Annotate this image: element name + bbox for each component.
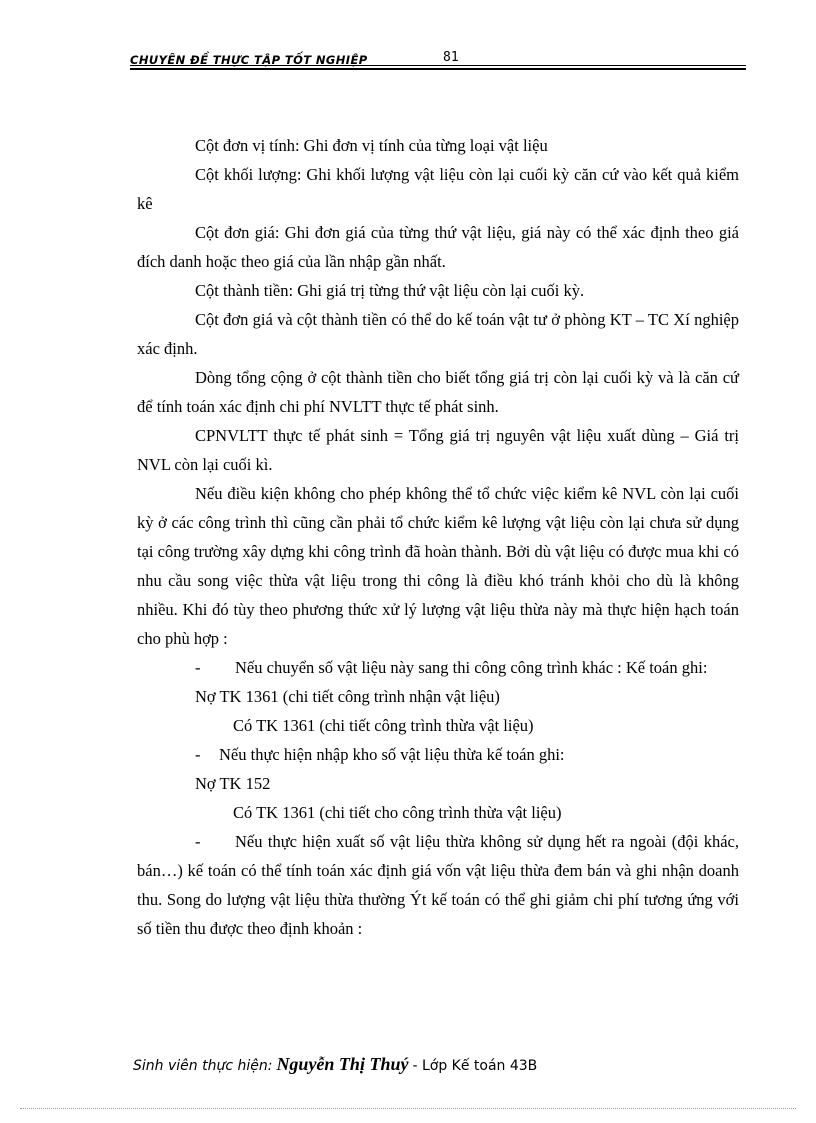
page-bottom-border — [20, 1108, 796, 1109]
class-info: - Lớp Kế toán 43B — [412, 1058, 538, 1074]
bullet-item — [137, 653, 739, 682]
bullet-text: Nếu thực hiện xuất số vật liệu thừa không sử dụng hết ra ngoài (đội khác, bán…) kế toán có thể tính toán xác định giá vốn vật liệu thừa đem bán và ghi nhận doanh thu. Song do lượng vật liệu thừa thường Ýt kế toán có thể ghi giảm chi phí tương ứng với số tiền thu được theo định khoản : — [137, 832, 739, 938]
paragraph: Cột thành tiền: Ghi giá trị từng thứ vật liệu còn lại cuối kỳ. — [195, 281, 585, 300]
page-body — [137, 131, 739, 943]
bullet-dash: - — [195, 832, 201, 851]
paragraph: Cột đơn vị tính: Ghi đơn vị tính của từng loại vật liệu — [195, 136, 548, 155]
bullet-item — [137, 740, 739, 769]
bullet-dash: - — [195, 658, 201, 677]
paragraph: Cột đơn giá: Ghi đơn giá của từng thứ vật liệu, giá này có thể xác định theo giá đích danh hoặc theo giá của lần nhập gần nhất. — [137, 223, 739, 271]
journal-entry-credit: Có TK 1361 (chi tiết cho công trình thừa vật liệu) — [233, 803, 562, 822]
student-name: Nguyễn Thị Thuý — [276, 1054, 409, 1074]
paragraph: Cột khối lượng: Ghi khối lượng vật liệu còn lại cuối kỳ căn cứ vào kết quả kiểm kê — [137, 165, 739, 213]
journal-entry-debit: Nợ TK 1361 (chi tiết công trình nhận vật liệu) — [195, 687, 500, 706]
bullet-text: Nếu thực hiện nhập kho số vật liệu thừa kế toán ghi: — [219, 745, 565, 764]
header-rule-top — [130, 65, 746, 66]
bullet-dash: - — [195, 745, 201, 764]
paragraph: Nếu điều kiện không cho phép không thể tổ chức việc kiểm kê NVL còn lại cuối kỳ ở các công trình thì cũng cần phải tổ chức kiểm kê lượng vật liệu còn lại chưa sử dụng tại công trường xây dựng khi công trình đã hoàn thành. Bởi dù vật liệu có được mua khi có nhu cầu song việc thừa vật liệu trong thi công là điều khó tránh khỏi cho dù là không nhiều. Khi đó tùy theo phương thức xử lý lượng vật liệu thừa này mà thực hiện hạch toán cho phù hợp : — [137, 484, 739, 648]
journal-entry-credit: Có TK 1361 (chi tiết công trình thừa vật liệu) — [233, 716, 534, 735]
paragraph: Dòng tổng cộng ở cột thành tiền cho biết tổng giá trị còn lại cuối kỳ và là căn cứ để tính toán xác định chi phí NVLTT thực tế phát sinh. — [137, 368, 739, 416]
paragraph: CPNVLTT thực tế phát sinh = Tổng giá trị nguyên vật liệu xuất dùng – Giá trị NVL còn lại cuối kì. — [137, 426, 739, 474]
footer-label: Sinh viên thực hiện: — [133, 1058, 273, 1074]
bullet-text: Nếu chuyển số vật liệu này sang thi công công trình khác : Kế toán ghi: — [235, 658, 708, 677]
page-footer — [133, 1054, 537, 1075]
header-title: CHUYÊN ĐỀ THỰC TẬP TỐT NGHIỆP — [130, 53, 368, 67]
journal-entry-debit: Nợ TK 152 — [195, 774, 271, 793]
page-header — [130, 50, 746, 74]
page-number: 81 — [443, 50, 459, 65]
bullet-item — [137, 827, 739, 943]
header-rule-bottom — [130, 68, 746, 70]
paragraph: Cột đơn giá và cột thành tiền có thể do kế toán vật tư ở phòng KT – TC Xí nghiệp xác định. — [137, 310, 739, 358]
